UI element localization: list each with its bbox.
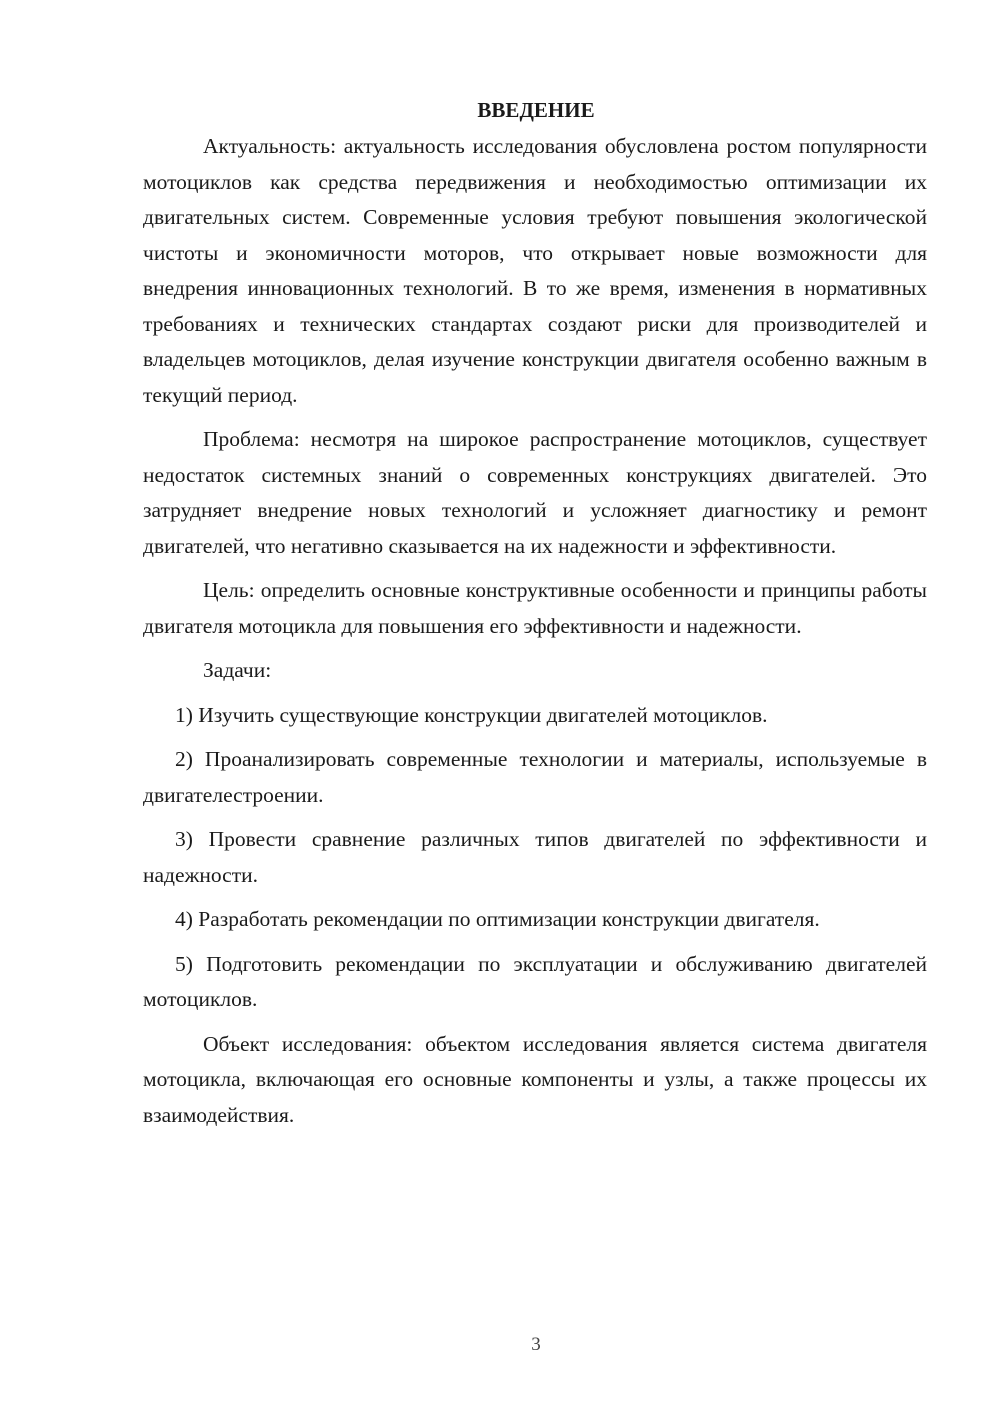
goal-paragraph: Цель: определить основные конструктивные особенности и принципы работы двигателя мотоцикла для повышения его эффективности и надежности. [143,578,927,638]
task-item-1: 1) Изучить существующие конструкции двигателей мотоциклов. [175,702,768,727]
page-number: 3 [531,1334,541,1355]
relevance-paragraph: Актуальность: актуальность исследования обусловлена ростом популярности мотоциклов как средства передвижения и необходимостью оптимизации их двигательных систем. Современные условия требуют повышения экологической чистоты и экономичности моторов, что открывает новые возможности для внедрения инновационных технологий. В то же время, изменения в нормативных требованиях и технических стандартах создают риски для производителей и владельцев мотоциклов, делая изучение конструкции двигателя особенно важным в текущий период. [143,134,927,407]
problem-paragraph: Проблема: несмотря на широкое распространение мотоциклов, существует недостаток системных знаний о современных конструкциях двигателей. Это затрудняет внедрение новых технологий и усложняет диагностику и ремонт двигателей, что негативно сказывается на их надежности и эффективности. [143,427,927,558]
page-content [143,93,927,1133]
task-item-2: 2) Проанализировать современные технологии и материалы, используемые в двигателестроении. [143,747,927,807]
task-item-3: 3) Провести сравнение различных типов двигателей по эффективности и надежности. [143,827,927,887]
tasks-heading: Задачи: [203,658,272,682]
object-paragraph: Объект исследования: объектом исследования является система двигателя мотоцикла, включающая его основные компоненты и узлы, а также процессы их взаимодействия. [143,1031,927,1127]
page-title: ВВЕДЕНИЕ [477,98,595,122]
task-item-5: 5) Подготовить рекомендации по эксплуатации и обслуживанию двигателей мотоциклов. [143,951,927,1011]
task-item-4: 4) Разработать рекомендации по оптимизации конструкции двигателя. [175,907,820,931]
